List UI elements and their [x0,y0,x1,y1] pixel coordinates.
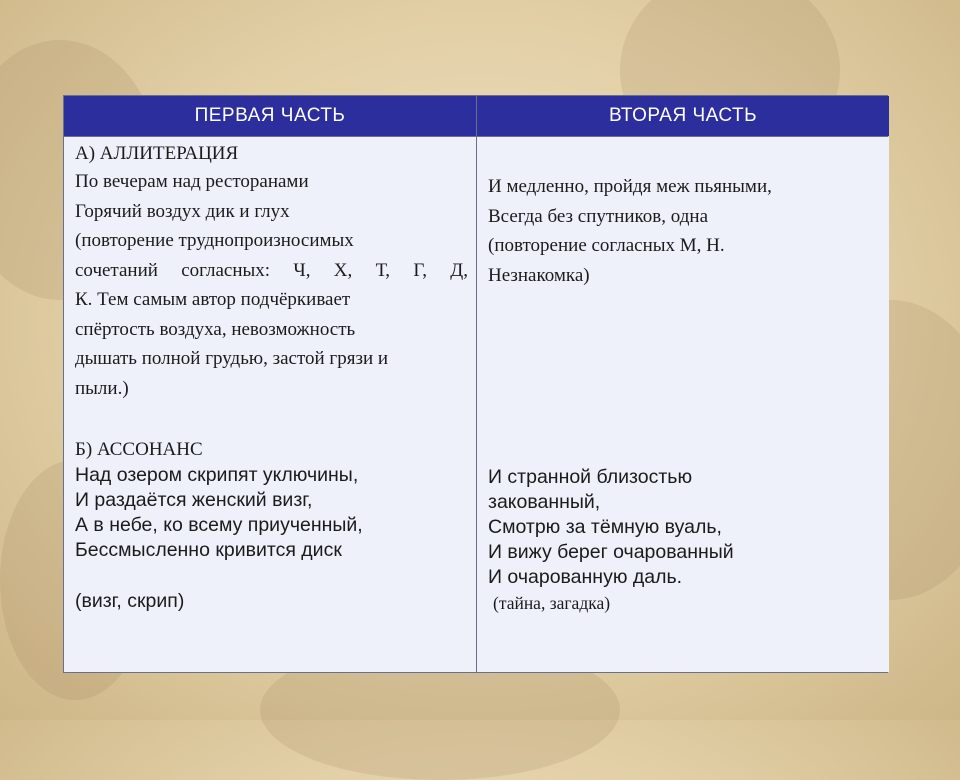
poem-line: И очарованную даль. [488,566,683,588]
alliteration-left [75,141,468,403]
poem-line: По вечерам над ресторанами [75,171,309,192]
poem-line: А в небе, ко всему приученный, [75,514,363,536]
alliteration-heading: А) АЛЛИТЕРАЦИЯ [75,143,239,164]
assonance-poem [75,463,468,563]
comment-line: К. Тем самым автор подчёркивает [75,289,351,310]
header-first-part: ПЕРВАЯ ЧАСТЬ [64,96,476,136]
comment-line: (повторение согласных М, Н. [488,235,725,256]
poem-line: И раздаётся женский визг, [75,489,313,511]
poem-line: И странной близостью [488,466,693,488]
comment-line: дышать полной грудью, застой грязи и [75,348,389,369]
cell-first-part [64,137,476,672]
poem-line: И вижу берег очарованный [488,541,734,563]
poem-line: Бессмысленно кривится диск [75,539,342,561]
assonance-note: (визг, скрип) [75,590,185,612]
comment-line: Незнакомка) [488,264,590,286]
comment-line: спёртость воздуха, невозможность [75,318,356,340]
comparison-table [63,95,888,673]
poem-line: Всегда без спутников, одна [488,205,709,227]
alliteration-right [488,172,881,290]
comment-line: пыли.) [75,377,129,399]
header-second-part: ВТОРАЯ ЧАСТЬ [477,96,889,136]
poem-line: закованный, [488,491,601,513]
assonance-heading: Б) АССОНАНС [75,439,203,460]
assonance-left [75,437,468,614]
poem-line: Над озером скрипят уключины, [75,464,359,486]
assonance-right [488,465,881,616]
poem-line: Смотрю за тёмную вуаль, [488,516,722,538]
poem-line: Горячий воздух дик и глух [75,200,290,222]
poem-line: И медленно, пройдя меж пьяными, [488,176,772,197]
assonance-poem [488,465,881,590]
comment-line: (повторение труднопроизносимых [75,230,354,251]
assonance-note: (тайна, загадка) [493,593,611,613]
cell-second-part [477,137,889,672]
comment-line: сочетаний согласных: Ч, Х, Т, Г, Д, [75,259,468,281]
